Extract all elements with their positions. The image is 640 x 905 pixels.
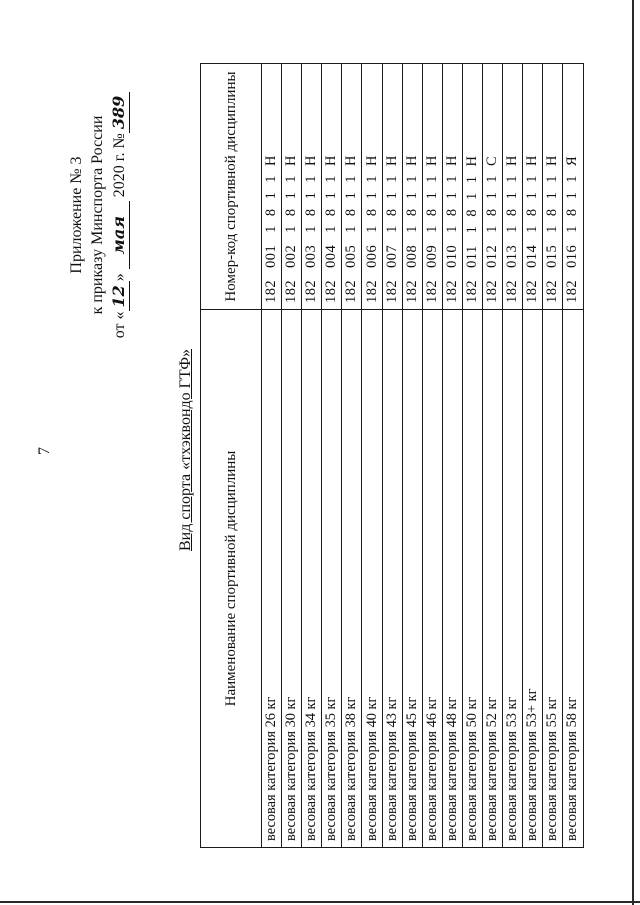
code-segment: 012 [484, 244, 501, 268]
disciplines-table [200, 63, 584, 848]
date-year: 2020 г. № [111, 133, 128, 198]
code-segment: Н [363, 155, 380, 166]
code-segment: 1 [403, 225, 420, 233]
code-segment: 1 [564, 175, 581, 183]
table-row [342, 64, 362, 848]
code-segment: 8 [463, 208, 480, 217]
code-segment: 008 [403, 244, 420, 268]
discipline-name: весовая категория 40 кг [362, 310, 382, 848]
discipline-code [382, 64, 402, 310]
discipline-code [282, 64, 302, 310]
table-row [402, 64, 422, 848]
table-row [382, 64, 402, 848]
code-segment: 1 [403, 191, 420, 200]
code-segment: 182 [263, 279, 280, 303]
code-segment: 1 [524, 225, 541, 233]
discipline-name: весовая категория 55 кг [543, 310, 563, 848]
discipline-name: весовая категория 53 кг [503, 310, 523, 848]
page-number: 7 [36, 447, 53, 455]
appendix-block [66, 50, 130, 380]
code-segment: 8 [564, 208, 581, 217]
code-segment: 182 [544, 279, 561, 303]
code-segment: 8 [423, 208, 440, 217]
code-segment: 1 [544, 175, 561, 183]
code-segment: Н [323, 155, 340, 166]
discipline-name: весовая категория 30 кг [282, 310, 302, 848]
code-segment: 182 [484, 279, 501, 303]
discipline-code [342, 64, 362, 310]
code-segment: 1 [484, 175, 501, 183]
discipline-name: весовая категория 50 кг [462, 310, 482, 848]
code-segment: 1 [484, 225, 501, 233]
discipline-code [543, 64, 563, 310]
code-segment: Н [423, 155, 440, 166]
code-segment: 1 [544, 225, 561, 233]
code-segment: 1 [343, 175, 360, 183]
discipline-code [262, 64, 282, 310]
code-segment: 182 [463, 279, 480, 303]
appendix-date-line [108, 50, 130, 380]
discipline-code [523, 64, 543, 310]
code-segment: 1 [524, 175, 541, 183]
code-segment: 1 [484, 191, 501, 200]
code-segment: Н [343, 155, 360, 166]
table-row [543, 64, 563, 848]
appendix-title: Приложение № 3 [68, 156, 85, 274]
table-row [483, 64, 503, 848]
code-segment: 1 [403, 175, 420, 183]
discipline-code [483, 64, 503, 310]
discipline-name: весовая категория 34 кг [302, 310, 322, 848]
code-segment: 010 [443, 244, 460, 268]
code-segment: Н [303, 155, 320, 166]
discipline-name: весовая категория 38 кг [342, 310, 362, 848]
table-row [563, 64, 583, 848]
header-discipline-code: Номер-код спортивной дисциплины [201, 64, 262, 310]
discipline-code [362, 64, 382, 310]
discipline-name: весовая категория 53+ кг [523, 310, 543, 848]
code-segment: 1 [544, 191, 561, 200]
code-segment: 014 [524, 244, 541, 268]
code-segment: 1 [383, 225, 400, 233]
code-segment: 1 [383, 175, 400, 183]
order-number: 389 [108, 92, 130, 133]
code-segment: 8 [323, 208, 340, 217]
code-segment: 1 [443, 191, 460, 200]
code-segment: 182 [443, 279, 460, 303]
discipline-code [442, 64, 462, 310]
table-row [262, 64, 282, 848]
table-row [503, 64, 523, 848]
discipline-name: весовая категория 48 кг [442, 310, 462, 848]
code-segment: 1 [423, 191, 440, 200]
code-segment: 182 [343, 279, 360, 303]
code-segment: Я [564, 155, 581, 166]
discipline-name: весовая категория 26 кг [262, 310, 282, 848]
code-segment: 005 [343, 244, 360, 268]
code-segment: 8 [484, 208, 501, 217]
code-segment: 182 [363, 279, 380, 303]
discipline-name: весовая категория 45 кг [402, 310, 422, 848]
code-segment: 011 [463, 245, 480, 268]
code-segment: Н [443, 155, 460, 166]
code-segment: 1 [323, 225, 340, 233]
code-segment: 006 [363, 244, 380, 268]
code-segment: 1 [443, 225, 460, 233]
code-segment: 003 [303, 244, 320, 268]
code-segment: Н [383, 155, 400, 166]
table-row [523, 64, 543, 848]
date-quote-close: » [111, 273, 128, 282]
code-segment: 013 [504, 244, 521, 268]
code-segment: 001 [263, 244, 280, 268]
appendix-order-ref: к приказу Минспорта России [89, 115, 106, 315]
code-segment: 1 [524, 191, 541, 200]
discipline-code [503, 64, 523, 310]
table-row [362, 64, 382, 848]
code-segment: 8 [504, 208, 521, 217]
code-segment: 1 [363, 191, 380, 200]
code-segment: 182 [283, 279, 300, 303]
code-segment: 1 [323, 191, 340, 200]
code-segment: 1 [283, 175, 300, 183]
code-segment: 8 [283, 208, 300, 217]
code-segment: 1 [463, 175, 480, 184]
date-month: мая [108, 201, 130, 269]
sport-heading: Вид спорта «тхэквондо ГТФ» [177, 349, 194, 551]
discipline-name: весовая категория 58 кг [563, 310, 583, 848]
header-discipline-name: Наименование спортивной дисциплины [201, 310, 262, 848]
table-row [282, 64, 302, 848]
code-segment: 1 [504, 191, 521, 200]
code-segment: 8 [544, 208, 561, 217]
code-segment: 009 [423, 244, 440, 268]
code-segment: 016 [564, 244, 581, 268]
code-segment: 1 [283, 225, 300, 233]
code-segment: 182 [524, 279, 541, 303]
code-segment: 1 [263, 225, 280, 233]
code-segment: 1 [564, 225, 581, 233]
table-row [302, 64, 322, 848]
code-segment: 1 [463, 192, 480, 200]
code-segment: 8 [403, 208, 420, 217]
code-segment: 8 [383, 208, 400, 217]
code-segment: 1 [564, 191, 581, 200]
discipline-name: весовая категория 35 кг [322, 310, 342, 848]
code-segment: 1 [383, 191, 400, 200]
code-segment: 1 [343, 225, 360, 233]
discipline-code [322, 64, 342, 310]
code-segment: 1 [283, 191, 300, 200]
date-day: 12 [108, 281, 130, 311]
code-segment: 004 [323, 244, 340, 268]
code-segment: 182 [383, 279, 400, 303]
code-segment: 1 [423, 225, 440, 233]
code-segment: 1 [423, 175, 440, 183]
discipline-code [302, 64, 322, 310]
code-segment: Н [283, 155, 300, 166]
code-segment: 8 [263, 208, 280, 217]
code-segment: 182 [323, 279, 340, 303]
discipline-name: весовая категория 46 кг [422, 310, 442, 848]
discipline-code [402, 64, 422, 310]
code-segment: 182 [564, 279, 581, 303]
discipline-code [462, 64, 482, 310]
code-segment: 8 [363, 208, 380, 217]
code-segment: 1 [303, 175, 320, 183]
code-segment: 1 [363, 175, 380, 183]
date-prefix: от « [111, 311, 128, 339]
code-segment: 015 [544, 244, 561, 268]
code-segment: 1 [263, 191, 280, 200]
table-row [322, 64, 342, 848]
code-segment: 007 [383, 244, 400, 268]
code-segment: Н [403, 155, 420, 166]
code-segment: Н [463, 155, 480, 167]
code-segment: 1 [303, 191, 320, 200]
code-segment: 002 [283, 244, 300, 268]
discipline-name: весовая категория 43 кг [382, 310, 402, 848]
code-segment: 1 [504, 225, 521, 233]
code-segment: Н [544, 155, 561, 166]
discipline-code [563, 64, 583, 310]
code-segment: 8 [343, 208, 360, 217]
table-row [462, 64, 482, 848]
code-segment: 1 [343, 191, 360, 200]
table-body [262, 64, 584, 848]
code-segment: 8 [443, 208, 460, 217]
code-segment: 182 [403, 279, 420, 303]
table-header-row [201, 64, 262, 848]
code-segment: Н [524, 155, 541, 166]
code-segment: Н [263, 155, 280, 166]
code-segment: 1 [263, 175, 280, 183]
code-segment: 1 [504, 175, 521, 183]
code-segment: 1 [463, 225, 480, 234]
code-segment: 182 [504, 279, 521, 303]
code-segment: 1 [363, 225, 380, 233]
code-segment: 182 [423, 279, 440, 303]
table-row [422, 64, 442, 848]
code-segment: С [484, 155, 501, 166]
code-segment: 1 [443, 175, 460, 183]
code-segment: 8 [524, 208, 541, 217]
discipline-name: весовая категория 52 кг [483, 310, 503, 848]
discipline-code [422, 64, 442, 310]
code-segment: Н [504, 155, 521, 166]
code-segment: 182 [303, 279, 320, 303]
code-segment: 1 [303, 225, 320, 233]
code-segment: 1 [323, 175, 340, 183]
table-row [442, 64, 462, 848]
code-segment: 8 [303, 208, 320, 217]
